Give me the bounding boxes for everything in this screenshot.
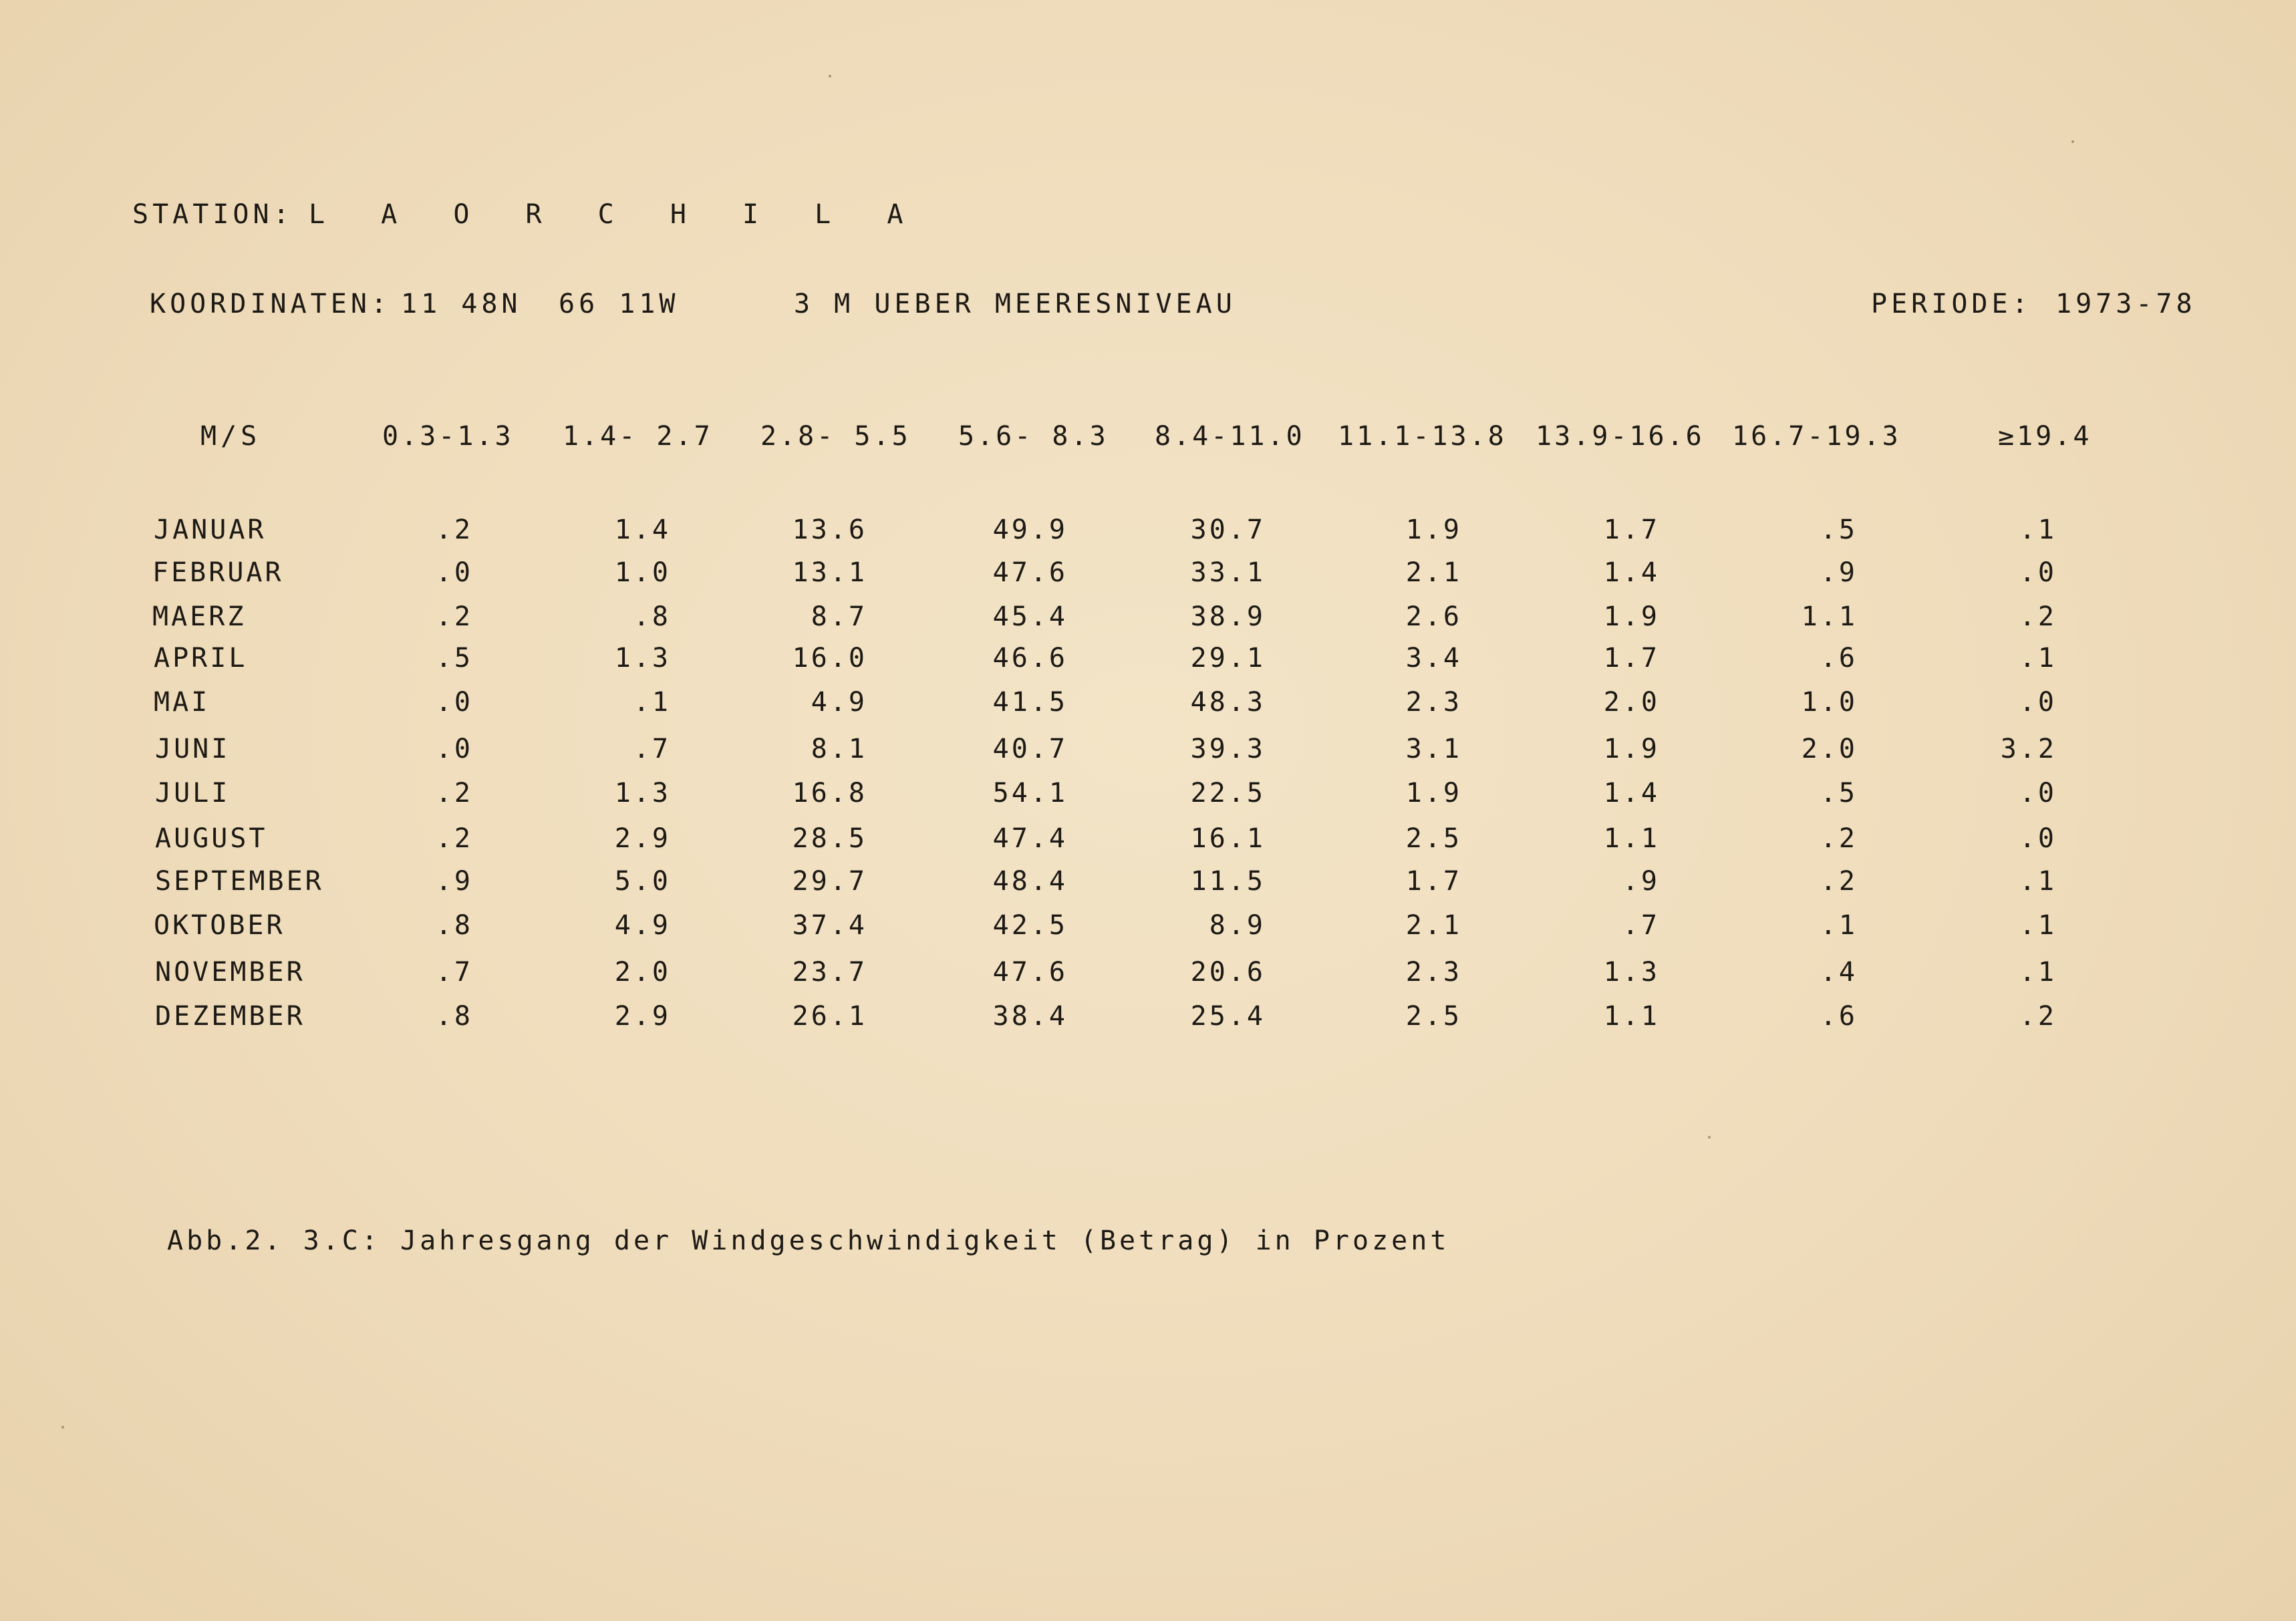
- month-label: OKTOBER: [154, 910, 285, 941]
- table-cell: 23.7: [792, 957, 867, 988]
- table-cell: 47.6: [992, 957, 1068, 988]
- table-cell: 2.9: [614, 823, 671, 854]
- table-cell: 45.4: [992, 601, 1068, 632]
- table-cell: .0: [2019, 687, 2057, 718]
- table-cell: 1.3: [614, 643, 671, 674]
- table-cell: 29.1: [1190, 643, 1266, 674]
- column-header: 0.3-1.3: [382, 421, 514, 452]
- table-cell: .9: [1622, 866, 1660, 897]
- station-height: 3 M UEBER MEERESNIVEAU: [794, 289, 1236, 319]
- table-cell: 2.0: [1801, 734, 1858, 764]
- table-cell: .7: [633, 734, 671, 764]
- table-cell: 3.1: [1405, 734, 1462, 764]
- table-row: [0, 957, 2296, 997]
- table-cell: 2.6: [1405, 601, 1462, 632]
- table-cell: 25.4: [1190, 1001, 1266, 1032]
- table-cell: 2.3: [1405, 687, 1462, 718]
- table-cell: 1.4: [1603, 557, 1660, 588]
- table-cell: 30.7: [1190, 514, 1266, 545]
- month-label: MAERZ: [152, 601, 247, 632]
- paper-speck: [2071, 140, 2074, 143]
- table-cell: 3.2: [2000, 734, 2057, 764]
- table-row: [0, 866, 2296, 906]
- table-cell: 29.7: [792, 866, 867, 897]
- table-row: [0, 910, 2296, 950]
- table-cell: 1.1: [1603, 1001, 1660, 1032]
- table-cell: .9: [435, 866, 473, 897]
- table-cell: 40.7: [992, 734, 1068, 764]
- table-cell: 38.9: [1190, 601, 1266, 632]
- table-cell: 3.4: [1405, 643, 1462, 674]
- table-cell: .0: [2019, 823, 2057, 854]
- table-cell: 5.0: [614, 866, 671, 897]
- table-cell: .1: [2019, 910, 2057, 941]
- table-cell: 1.9: [1405, 514, 1462, 545]
- coordinates-label: KOORDINATEN:: [150, 289, 391, 319]
- month-label: JULI: [155, 778, 231, 808]
- table-cell: 16.1: [1190, 823, 1266, 854]
- table-cell: 54.1: [992, 778, 1068, 808]
- table-cell: .2: [435, 778, 473, 808]
- table-cell: 1.7: [1603, 514, 1660, 545]
- table-cell: .1: [2019, 643, 2057, 674]
- table-cell: .0: [435, 734, 473, 764]
- table-cell: 2.1: [1405, 910, 1462, 941]
- table-cell: 41.5: [992, 687, 1068, 718]
- table-cell: 48.4: [992, 866, 1068, 897]
- column-header: 13.9-16.6: [1536, 421, 1705, 452]
- table-cell: .8: [435, 1001, 473, 1032]
- table-cell: .7: [435, 957, 473, 988]
- table-cell: .0: [2019, 778, 2057, 808]
- column-header: 2.8- 5.5: [760, 421, 911, 452]
- table-cell: .7: [1622, 910, 1660, 941]
- month-label: NOVEMBER: [155, 957, 305, 988]
- table-cell: .5: [435, 643, 473, 674]
- table-cell: 2.0: [614, 957, 671, 988]
- table-row: [0, 1001, 2296, 1041]
- paper-speck: [61, 1426, 64, 1429]
- table-cell: .1: [2019, 866, 2057, 897]
- table-cell: 39.3: [1190, 734, 1266, 764]
- table-row: [0, 514, 2296, 555]
- table-cell: 1.0: [614, 557, 671, 588]
- column-header: 8.4-11.0: [1155, 421, 1305, 452]
- table-cell: 49.9: [992, 514, 1068, 545]
- table-cell: 13.6: [792, 514, 867, 545]
- unit-header: M/S: [200, 421, 261, 452]
- figure-caption: Abb.2. 3.C: Jahresgang der Windgeschwindigkeit (Betrag) in Prozent: [167, 1225, 1450, 1256]
- table-cell: .2: [435, 601, 473, 632]
- table-cell: .1: [633, 687, 671, 718]
- table-cell: 2.9: [614, 1001, 671, 1032]
- table-cell: .0: [435, 557, 473, 588]
- table-cell: 16.8: [792, 778, 867, 808]
- table-row: [0, 601, 2296, 641]
- table-cell: 1.0: [1801, 687, 1858, 718]
- table-cell: 1.4: [614, 514, 671, 545]
- table-cell: 11.5: [1190, 866, 1266, 897]
- table-cell: .2: [2019, 601, 2057, 632]
- table-row: [0, 778, 2296, 818]
- column-header: 11.1-13.8: [1338, 421, 1507, 452]
- table-cell: 8.9: [1209, 910, 1266, 941]
- table-cell: 1.1: [1603, 823, 1660, 854]
- table-cell: 1.3: [614, 778, 671, 808]
- table-cell: .0: [435, 687, 473, 718]
- table-cell: 2.5: [1405, 1001, 1462, 1032]
- table-cell: 47.4: [992, 823, 1068, 854]
- month-label: FEBRUAR: [152, 557, 284, 588]
- table-row: [0, 557, 2296, 597]
- table-cell: 1.4: [1603, 778, 1660, 808]
- table-cell: 2.0: [1603, 687, 1660, 718]
- table-row: [0, 687, 2296, 727]
- table-cell: 33.1: [1190, 557, 1266, 588]
- month-label: DEZEMBER: [155, 1001, 305, 1032]
- station-name: L A O R C H I L A: [309, 199, 923, 230]
- month-label: JANUAR: [154, 514, 267, 545]
- table-cell: 26.1: [792, 1001, 867, 1032]
- column-header: 16.7-19.3: [1732, 421, 1901, 452]
- table-cell: .6: [1820, 1001, 1858, 1032]
- longitude: 66 11W: [559, 289, 680, 319]
- column-header: 1.4- 2.7: [563, 421, 713, 452]
- station-label: STATION:: [132, 199, 293, 230]
- table-cell: .4: [1820, 957, 1858, 988]
- table-cell: .8: [633, 601, 671, 632]
- table-cell: 20.6: [1190, 957, 1266, 988]
- table-cell: 46.6: [992, 643, 1068, 674]
- table-cell: .1: [2019, 514, 2057, 545]
- month-label: JUNI: [155, 734, 231, 764]
- table-cell: .1: [1820, 910, 1858, 941]
- table-cell: 8.1: [811, 734, 867, 764]
- table-cell: 1.9: [1603, 734, 1660, 764]
- table-cell: .2: [1820, 866, 1858, 897]
- table-cell: 1.1: [1801, 601, 1858, 632]
- table-cell: 1.7: [1603, 643, 1660, 674]
- month-label: AUGUST: [155, 823, 268, 854]
- table-cell: .5: [1820, 778, 1858, 808]
- table-row: [0, 643, 2296, 683]
- table-cell: .2: [435, 514, 473, 545]
- paper-speck: [829, 75, 831, 78]
- table-cell: .9: [1820, 557, 1858, 588]
- table-cell: 1.9: [1405, 778, 1462, 808]
- month-label: APRIL: [154, 643, 248, 674]
- period-value: 1973-78: [2055, 289, 2196, 319]
- table-cell: .0: [2019, 557, 2057, 588]
- table-cell: 2.5: [1405, 823, 1462, 854]
- table-cell: 47.6: [992, 557, 1068, 588]
- table-cell: 22.5: [1190, 778, 1266, 808]
- table-cell: .8: [435, 910, 473, 941]
- table-cell: 4.9: [811, 687, 867, 718]
- table-cell: 13.1: [792, 557, 867, 588]
- period-label: PERIODE:: [1871, 289, 2032, 319]
- table-row: [0, 823, 2296, 863]
- table-cell: 2.3: [1405, 957, 1462, 988]
- column-header: 5.6- 8.3: [958, 421, 1109, 452]
- table-cell: 48.3: [1190, 687, 1266, 718]
- table-cell: 4.9: [614, 910, 671, 941]
- table-cell: .2: [1820, 823, 1858, 854]
- table-cell: 2.1: [1405, 557, 1462, 588]
- paper-speck: [1708, 1136, 1711, 1139]
- table-cell: 1.9: [1603, 601, 1660, 632]
- table-row: [0, 734, 2296, 774]
- table-cell: 38.4: [992, 1001, 1068, 1032]
- table-cell: .5: [1820, 514, 1858, 545]
- table-cell: 8.7: [811, 601, 867, 632]
- table-cell: 37.4: [792, 910, 867, 941]
- table-cell: 1.3: [1603, 957, 1660, 988]
- month-label: SEPTEMBER: [155, 866, 324, 897]
- column-header: ≥19.4: [1998, 421, 2092, 452]
- table-cell: 28.5: [792, 823, 867, 854]
- table-cell: .1: [2019, 957, 2057, 988]
- table-cell: 16.0: [792, 643, 867, 674]
- month-label: MAI: [154, 687, 210, 718]
- table-cell: .2: [435, 823, 473, 854]
- table-cell: 1.7: [1405, 866, 1462, 897]
- latitude: 11 48N: [401, 289, 522, 319]
- table-cell: 42.5: [992, 910, 1068, 941]
- table-cell: .6: [1820, 643, 1858, 674]
- table-cell: .2: [2019, 1001, 2057, 1032]
